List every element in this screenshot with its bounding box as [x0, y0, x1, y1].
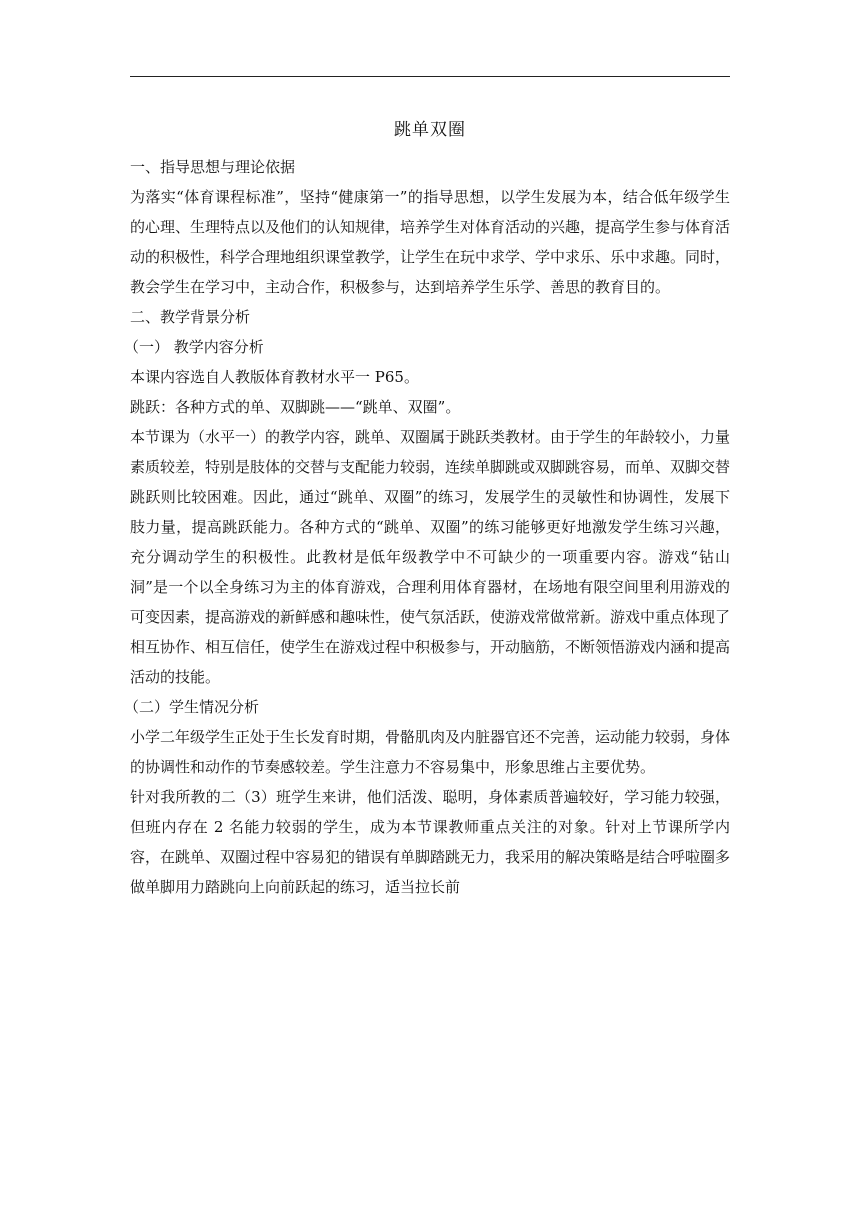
body-paragraph-source: 本课内容选自人教版体育教材水平一 P65。 [130, 368, 419, 386]
header-rule [130, 76, 730, 77]
document-title: 跳单双圈 [394, 120, 466, 140]
body-paragraph-content-analysis: 本节课为（水平一）的教学内容，跳单、双圈属于跳跃类教材。由于学生的年龄较小，力量素质较差，特别是肢体的交替与支配能力较弱，连续单脚跳或双脚跳容易，而单、双脚交替跳跃则比较困难。因此，通过“跳单、双圈”的练习，发展学生的灵敏性和协调性，发展下肢力量，提高跳跃能力。各种方式的“跳单、双圈”的练习能够更好地激发学生练习兴趣，充分调动学生的积极性。此教材是低年级教学中不可缺少的一项重要内容。游戏“钻山洞”是一个以全身练习为主的体育游戏，合理利用体育器材，在场地有限空间里利用游戏的可变因素，提高游戏的新鲜感和趣味性，使气氛活跃，使游戏常做常新。游戏中重点体现了相互协作、相互信任，使学生在游戏过程中积极参与，开动脑筋，不断领悟游戏内涵和提高活动的技能。 [130, 428, 731, 686]
document-body [124, 152, 731, 902]
body-paragraph-class-situation: 针对我所教的二（3）班学生来讲，他们活泼、聪明，身体素质普遍较好，学习能力较强，但班内存在 2 名能力较弱的学生，成为本节课教师重点关注的对象。针对上节课所学内容，在跳单、双圈过程中容易犯的错误有单脚踏跳无力，我采用的解决策略是结合呼啦圈多做单脚用力踏跳向上向前跃起的练习，适当拉长前 [130, 788, 731, 896]
subheading-student-analysis: （二）学生情况分析 [124, 698, 260, 716]
subheading-content-analysis: （一） 教学内容分析 [124, 338, 264, 356]
body-paragraph-student-traits: 小学二年级学生正处于生长发育时期，骨骼肌肉及内脏器官还不完善，运动能力较弱，身体的协调性和动作的节奏感较差。学生注意力不容易集中，形象思维占主要优势。 [130, 728, 731, 776]
section-heading-teaching-background: 二、教学背景分析 [130, 308, 251, 326]
section-heading-guiding-thought: 一、指导思想与理论依据 [130, 158, 296, 176]
body-paragraph-guiding-thought: 为落实“体育课程标准”，坚持“健康第一”的指导思想，以学生发展为本，结合低年级学生的心理、生理特点以及他们的认知规律，培养学生对体育活动的兴趣，提高学生参与体育活动的积极性，科学合理地组织课堂教学，让学生在玩中求学、学中求乐、乐中求趣。同时，教会学生在学习中，主动合作，积极参与，达到培养学生乐学、善思的教育目的。 [130, 188, 731, 296]
body-paragraph-jumping: 跳跃：各种方式的单、双脚跳——“跳单、双圈”。 [130, 398, 461, 416]
